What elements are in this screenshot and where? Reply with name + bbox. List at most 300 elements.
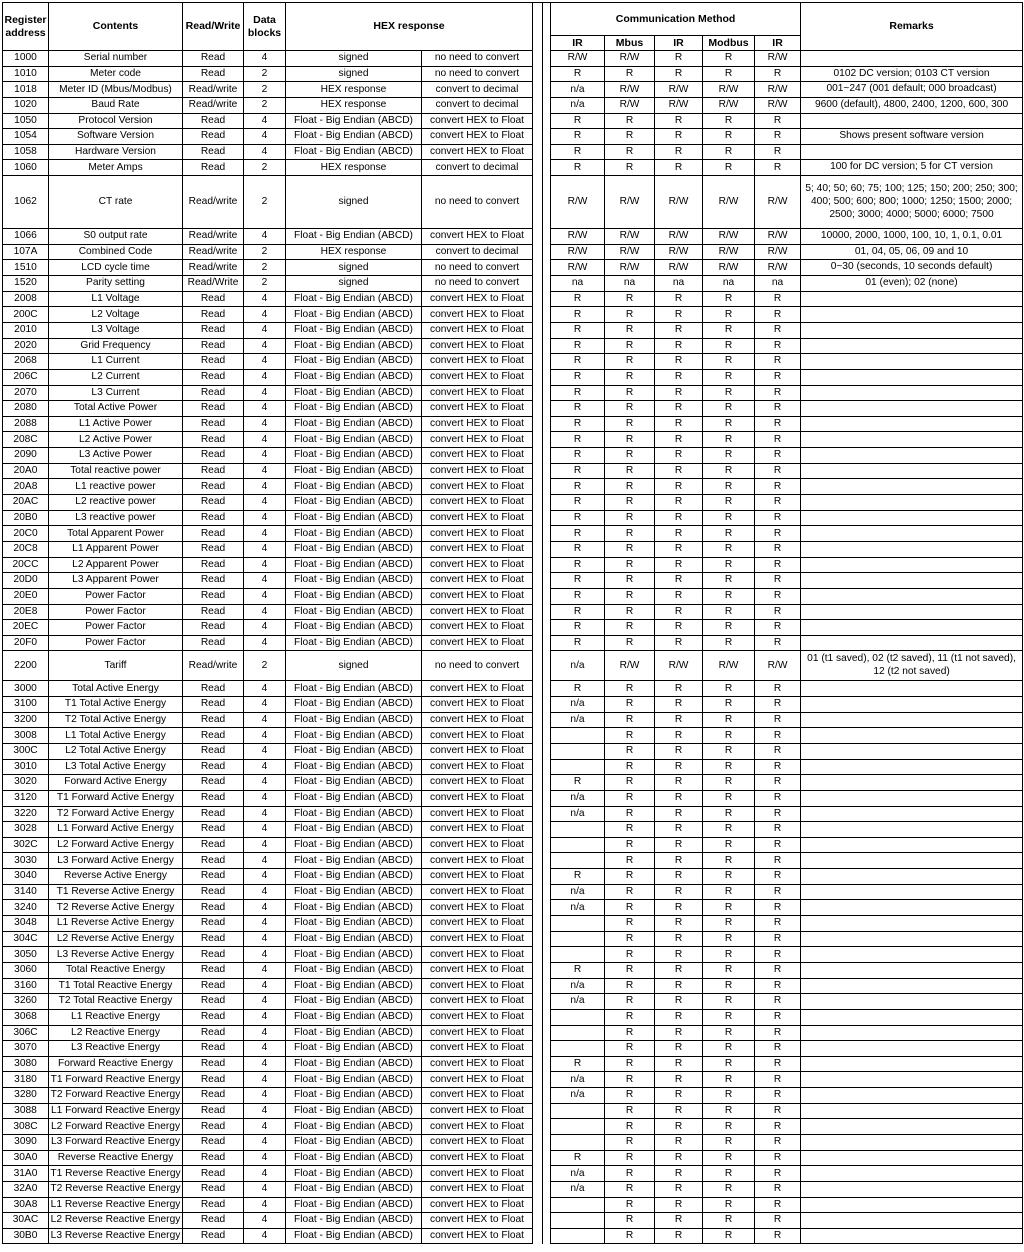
register-table <box>2 2 1023 1244</box>
cell-remarks <box>801 962 1023 978</box>
cell-address: 1510 <box>3 260 49 276</box>
header-hex-response: HEX response <box>286 3 533 51</box>
cell-ir-2: R <box>655 978 703 994</box>
cell-address: 31A0 <box>3 1166 49 1182</box>
cell-ir-1: n/a <box>551 978 605 994</box>
cell-modbus: R/W <box>703 651 755 681</box>
cell-ir-3: R <box>755 743 801 759</box>
table-row <box>3 994 1023 1010</box>
cell-hex-response: Float - Big Endian (ABCD) <box>286 463 422 479</box>
cell-remarks <box>801 900 1023 916</box>
cell-hex-response: Float - Big Endian (ABCD) <box>286 432 422 448</box>
cell-conversion: convert HEX to Float <box>422 1088 533 1104</box>
cell-address: 2088 <box>3 416 49 432</box>
cell-hex-response: Float - Big Endian (ABCD) <box>286 354 422 370</box>
cell-ir-1: R <box>551 369 605 385</box>
cell-read-write: Read <box>183 620 244 636</box>
cell-remarks <box>801 322 1023 338</box>
cell-ir-3: R <box>755 526 801 542</box>
cell-contents: CT rate <box>49 176 183 229</box>
cell-data-blocks: 4 <box>244 1166 286 1182</box>
cell-ir-3: R <box>755 369 801 385</box>
cell-hex-response: Float - Big Endian (ABCD) <box>286 712 422 728</box>
cell-remarks <box>801 369 1023 385</box>
cell-ir-3: R <box>755 432 801 448</box>
header-sub-modbus: Modbus <box>703 36 755 51</box>
cell-read-write: Read <box>183 743 244 759</box>
separator-column <box>543 697 551 713</box>
cell-address: 3048 <box>3 916 49 932</box>
separator-column <box>543 712 551 728</box>
cell-hex-response: Float - Big Endian (ABCD) <box>286 869 422 885</box>
table-row <box>3 291 1023 307</box>
table-row <box>3 129 1023 145</box>
cell-conversion: no need to convert <box>422 66 533 82</box>
table-row <box>3 51 1023 67</box>
cell-ir-3: R <box>755 557 801 573</box>
cell-read-write: Read <box>183 994 244 1010</box>
cell-ir-2: R <box>655 129 703 145</box>
table-row <box>3 463 1023 479</box>
cell-data-blocks: 4 <box>244 853 286 869</box>
separator-column <box>543 338 551 354</box>
cell-remarks <box>801 307 1023 323</box>
separator-column <box>543 651 551 681</box>
cell-data-blocks: 4 <box>244 369 286 385</box>
separator-column <box>533 853 543 869</box>
cell-ir-2: R <box>655 291 703 307</box>
cell-mbus: R/W <box>605 82 655 98</box>
cell-read-write: Read <box>183 728 244 744</box>
cell-modbus: R <box>703 307 755 323</box>
cell-address: 30B0 <box>3 1228 49 1244</box>
separator-column <box>533 244 543 260</box>
separator-column <box>533 822 543 838</box>
cell-modbus: R <box>703 369 755 385</box>
separator-column <box>533 573 543 589</box>
cell-ir-1: R <box>551 291 605 307</box>
cell-data-blocks: 2 <box>244 176 286 229</box>
cell-data-blocks: 4 <box>244 1009 286 1025</box>
cell-conversion: convert HEX to Float <box>422 229 533 245</box>
cell-ir-3: R/W <box>755 244 801 260</box>
separator-column <box>543 276 551 292</box>
cell-ir-2: R <box>655 588 703 604</box>
cell-read-write: Read <box>183 681 244 697</box>
cell-mbus: R <box>605 526 655 542</box>
cell-mbus: R/W <box>605 244 655 260</box>
separator-column <box>543 916 551 932</box>
table-row <box>3 82 1023 98</box>
cell-ir-1: n/a <box>551 1181 605 1197</box>
cell-conversion: convert HEX to Float <box>422 338 533 354</box>
cell-contents: L1 Forward Active Energy <box>49 822 183 838</box>
separator-column <box>533 869 543 885</box>
cell-read-write: Read <box>183 790 244 806</box>
table-row <box>3 276 1023 292</box>
separator-column <box>543 354 551 370</box>
cell-remarks <box>801 416 1023 432</box>
cell-read-write: Read <box>183 931 244 947</box>
cell-conversion: convert HEX to Float <box>422 495 533 511</box>
table-row <box>3 307 1023 323</box>
cell-remarks: 9600 (default), 4800, 2400, 1200, 600, 300 <box>801 97 1023 113</box>
cell-mbus: R <box>605 448 655 464</box>
cell-mbus: R <box>605 541 655 557</box>
cell-mbus: R <box>605 837 655 853</box>
cell-modbus: R <box>703 463 755 479</box>
cell-address: 1020 <box>3 97 49 113</box>
cell-hex-response: signed <box>286 651 422 681</box>
cell-read-write: Read <box>183 401 244 417</box>
cell-address: 2008 <box>3 291 49 307</box>
separator-column <box>533 712 543 728</box>
separator-column <box>533 526 543 542</box>
cell-address: 308C <box>3 1119 49 1135</box>
separator-column <box>543 822 551 838</box>
cell-remarks <box>801 916 1023 932</box>
cell-ir-1: R <box>551 432 605 448</box>
cell-ir-3: R <box>755 822 801 838</box>
cell-data-blocks: 4 <box>244 1119 286 1135</box>
cell-ir-3: R <box>755 1213 801 1229</box>
cell-data-blocks: 4 <box>244 463 286 479</box>
separator-column <box>533 541 543 557</box>
cell-ir-3: R <box>755 1228 801 1244</box>
cell-conversion: convert to decimal <box>422 244 533 260</box>
cell-ir-2: R <box>655 822 703 838</box>
table-row <box>3 97 1023 113</box>
separator-column <box>533 806 543 822</box>
cell-hex-response: Float - Big Endian (ABCD) <box>286 620 422 636</box>
cell-ir-1: n/a <box>551 1166 605 1182</box>
cell-ir-3: R <box>755 495 801 511</box>
header-remarks: Remarks <box>801 3 1023 51</box>
cell-ir-1: R <box>551 1056 605 1072</box>
cell-ir-1: R <box>551 526 605 542</box>
cell-contents: L3 Forward Active Energy <box>49 853 183 869</box>
cell-ir-2: R <box>655 681 703 697</box>
cell-mbus: R <box>605 1150 655 1166</box>
cell-address: 3028 <box>3 822 49 838</box>
cell-data-blocks: 4 <box>244 1041 286 1057</box>
cell-remarks <box>801 385 1023 401</box>
cell-hex-response: Float - Big Endian (ABCD) <box>286 635 422 651</box>
cell-conversion: convert HEX to Float <box>422 557 533 573</box>
cell-hex-response: Float - Big Endian (ABCD) <box>286 775 422 791</box>
separator-column <box>533 1103 543 1119</box>
cell-ir-3: R <box>755 1041 801 1057</box>
table-row <box>3 448 1023 464</box>
cell-remarks <box>801 113 1023 129</box>
cell-data-blocks: 4 <box>244 1056 286 1072</box>
cell-modbus: R <box>703 1072 755 1088</box>
cell-conversion: convert HEX to Float <box>422 1025 533 1041</box>
cell-address: 3280 <box>3 1088 49 1104</box>
cell-modbus: R <box>703 129 755 145</box>
table-row <box>3 432 1023 448</box>
separator-column <box>543 526 551 542</box>
separator-column <box>533 557 543 573</box>
separator-column <box>533 113 543 129</box>
cell-modbus: R <box>703 1228 755 1244</box>
cell-mbus: R <box>605 822 655 838</box>
cell-ir-3: R <box>755 837 801 853</box>
cell-data-blocks: 2 <box>244 260 286 276</box>
cell-data-blocks: 4 <box>244 338 286 354</box>
cell-address: 20A8 <box>3 479 49 495</box>
cell-address: 1018 <box>3 82 49 98</box>
cell-hex-response: Float - Big Endian (ABCD) <box>286 229 422 245</box>
cell-contents: L2 Apparent Power <box>49 557 183 573</box>
cell-ir-2: R <box>655 51 703 67</box>
cell-contents: L1 Reactive Energy <box>49 1009 183 1025</box>
separator-column <box>533 1181 543 1197</box>
cell-conversion: convert HEX to Float <box>422 1041 533 1057</box>
cell-address: 20AC <box>3 495 49 511</box>
cell-mbus: R/W <box>605 260 655 276</box>
cell-ir-2: R <box>655 1197 703 1213</box>
cell-address: 2200 <box>3 651 49 681</box>
cell-modbus: R <box>703 573 755 589</box>
cell-conversion: convert HEX to Float <box>422 916 533 932</box>
cell-conversion: convert HEX to Float <box>422 947 533 963</box>
cell-hex-response: Float - Big Endian (ABCD) <box>286 1181 422 1197</box>
cell-hex-response: HEX response <box>286 82 422 98</box>
table-row <box>3 113 1023 129</box>
cell-contents: L3 Current <box>49 385 183 401</box>
table-row <box>3 712 1023 728</box>
cell-mbus: R <box>605 1088 655 1104</box>
cell-conversion: convert HEX to Float <box>422 962 533 978</box>
cell-ir-2: R <box>655 1088 703 1104</box>
cell-ir-2: R <box>655 557 703 573</box>
cell-data-blocks: 4 <box>244 354 286 370</box>
cell-ir-3: R <box>755 900 801 916</box>
table-row <box>3 573 1023 589</box>
cell-ir-1: n/a <box>551 651 605 681</box>
cell-ir-1: R <box>551 401 605 417</box>
cell-modbus: R <box>703 759 755 775</box>
cell-remarks <box>801 354 1023 370</box>
cell-data-blocks: 4 <box>244 1181 286 1197</box>
cell-modbus: R <box>703 728 755 744</box>
cell-modbus: R <box>703 495 755 511</box>
separator-column <box>543 1072 551 1088</box>
cell-ir-3: R <box>755 291 801 307</box>
cell-mbus: R <box>605 510 655 526</box>
cell-contents: L2 Active Power <box>49 432 183 448</box>
cell-ir-3: R <box>755 385 801 401</box>
cell-ir-3: R <box>755 1197 801 1213</box>
separator-column <box>543 728 551 744</box>
cell-modbus: R <box>703 790 755 806</box>
cell-mbus: R <box>605 354 655 370</box>
cell-conversion: convert HEX to Float <box>422 401 533 417</box>
separator-column <box>543 557 551 573</box>
table-row <box>3 743 1023 759</box>
table-row <box>3 1197 1023 1213</box>
cell-hex-response: Float - Big Endian (ABCD) <box>286 822 422 838</box>
cell-contents: Baud Rate <box>49 97 183 113</box>
separator-column <box>543 51 551 67</box>
separator-column <box>533 322 543 338</box>
table-row <box>3 144 1023 160</box>
cell-contents: Forward Active Energy <box>49 775 183 791</box>
cell-conversion: convert HEX to Float <box>422 869 533 885</box>
cell-address: 3020 <box>3 775 49 791</box>
cell-conversion: convert HEX to Float <box>422 1135 533 1151</box>
cell-contents: Forward Reactive Energy <box>49 1056 183 1072</box>
separator-column <box>543 1150 551 1166</box>
cell-ir-2: R <box>655 322 703 338</box>
cell-ir-1: R <box>551 495 605 511</box>
cell-data-blocks: 4 <box>244 759 286 775</box>
cell-ir-1: na <box>551 276 605 292</box>
cell-hex-response: Float - Big Endian (ABCD) <box>286 1135 422 1151</box>
cell-modbus: R/W <box>703 244 755 260</box>
cell-address: 3000 <box>3 681 49 697</box>
separator-column <box>533 947 543 963</box>
cell-ir-2: R/W <box>655 229 703 245</box>
cell-ir-2: R <box>655 1009 703 1025</box>
cell-hex-response: signed <box>286 51 422 67</box>
table-row <box>3 604 1023 620</box>
cell-remarks <box>801 1150 1023 1166</box>
cell-read-write: Read <box>183 307 244 323</box>
cell-mbus: R <box>605 144 655 160</box>
cell-hex-response: Float - Big Endian (ABCD) <box>286 526 422 542</box>
cell-conversion: convert HEX to Float <box>422 884 533 900</box>
cell-read-write: Read <box>183 557 244 573</box>
cell-remarks <box>801 463 1023 479</box>
cell-ir-3: R <box>755 884 801 900</box>
cell-mbus: R <box>605 129 655 145</box>
cell-data-blocks: 4 <box>244 604 286 620</box>
cell-read-write: Read <box>183 1166 244 1182</box>
cell-contents: L3 Reactive Energy <box>49 1041 183 1057</box>
cell-ir-3: R/W <box>755 651 801 681</box>
table-row <box>3 479 1023 495</box>
separator-column <box>533 1150 543 1166</box>
cell-remarks <box>801 1072 1023 1088</box>
cell-ir-1: n/a <box>551 82 605 98</box>
cell-remarks <box>801 806 1023 822</box>
cell-ir-1: n/a <box>551 806 605 822</box>
cell-modbus: R <box>703 900 755 916</box>
separator-column <box>533 1228 543 1244</box>
separator-column <box>543 541 551 557</box>
cell-ir-2: R <box>655 1166 703 1182</box>
header-sub-mbus: Mbus <box>605 36 655 51</box>
cell-ir-1: R <box>551 635 605 651</box>
cell-data-blocks: 4 <box>244 790 286 806</box>
cell-data-blocks: 4 <box>244 291 286 307</box>
cell-ir-2: R <box>655 541 703 557</box>
cell-mbus: R <box>605 916 655 932</box>
cell-address: 20C8 <box>3 541 49 557</box>
cell-modbus: R <box>703 416 755 432</box>
separator-column <box>543 1119 551 1135</box>
cell-ir-3: R <box>755 541 801 557</box>
cell-ir-3: R <box>755 681 801 697</box>
cell-contents: T2 Forward Active Energy <box>49 806 183 822</box>
separator-column <box>533 51 543 67</box>
table-row <box>3 728 1023 744</box>
cell-remarks <box>801 1181 1023 1197</box>
separator-column <box>543 588 551 604</box>
separator-column <box>543 432 551 448</box>
cell-address: 1060 <box>3 160 49 176</box>
separator-column <box>533 1088 543 1104</box>
cell-ir-3: R <box>755 931 801 947</box>
cell-contents: T1 Forward Active Energy <box>49 790 183 806</box>
cell-ir-2: R <box>655 1135 703 1151</box>
separator-column <box>543 463 551 479</box>
separator-column <box>543 978 551 994</box>
cell-address: 1062 <box>3 176 49 229</box>
cell-mbus: R <box>605 1041 655 1057</box>
header-contents: Contents <box>49 3 183 51</box>
cell-modbus: R <box>703 401 755 417</box>
cell-ir-2: R <box>655 144 703 160</box>
separator-column <box>533 1197 543 1213</box>
separator-column <box>543 775 551 791</box>
cell-ir-1: R <box>551 510 605 526</box>
cell-ir-1: R <box>551 1150 605 1166</box>
cell-mbus: R <box>605 1181 655 1197</box>
separator-column <box>533 962 543 978</box>
cell-read-write: Read <box>183 416 244 432</box>
cell-contents: L3 Voltage <box>49 322 183 338</box>
cell-modbus: R <box>703 113 755 129</box>
cell-ir-2: R/W <box>655 651 703 681</box>
separator-column <box>533 129 543 145</box>
cell-modbus: R <box>703 1213 755 1229</box>
cell-remarks <box>801 541 1023 557</box>
cell-read-write: Read <box>183 463 244 479</box>
cell-contents: L2 Total Active Energy <box>49 743 183 759</box>
cell-ir-2: R <box>655 385 703 401</box>
cell-ir-2: R <box>655 728 703 744</box>
cell-remarks <box>801 448 1023 464</box>
cell-modbus: R <box>703 697 755 713</box>
separator-column <box>543 495 551 511</box>
cell-hex-response: Float - Big Endian (ABCD) <box>286 884 422 900</box>
separator-column <box>543 1009 551 1025</box>
separator-column <box>543 681 551 697</box>
separator-column <box>543 743 551 759</box>
cell-remarks <box>801 681 1023 697</box>
cell-modbus: R <box>703 620 755 636</box>
cell-read-write: Read <box>183 1009 244 1025</box>
cell-mbus: R/W <box>605 97 655 113</box>
cell-mbus: R <box>605 66 655 82</box>
separator-column <box>543 66 551 82</box>
cell-ir-3: R <box>755 448 801 464</box>
separator-column <box>543 837 551 853</box>
cell-ir-2: R <box>655 790 703 806</box>
cell-read-write: Read <box>183 113 244 129</box>
cell-remarks <box>801 1041 1023 1057</box>
cell-remarks <box>801 1088 1023 1104</box>
cell-contents: L1 Active Power <box>49 416 183 432</box>
cell-conversion: convert HEX to Float <box>422 463 533 479</box>
cell-read-write: Read <box>183 369 244 385</box>
cell-address: 30AC <box>3 1213 49 1229</box>
cell-conversion: convert HEX to Float <box>422 790 533 806</box>
cell-contents: Total Apparent Power <box>49 526 183 542</box>
